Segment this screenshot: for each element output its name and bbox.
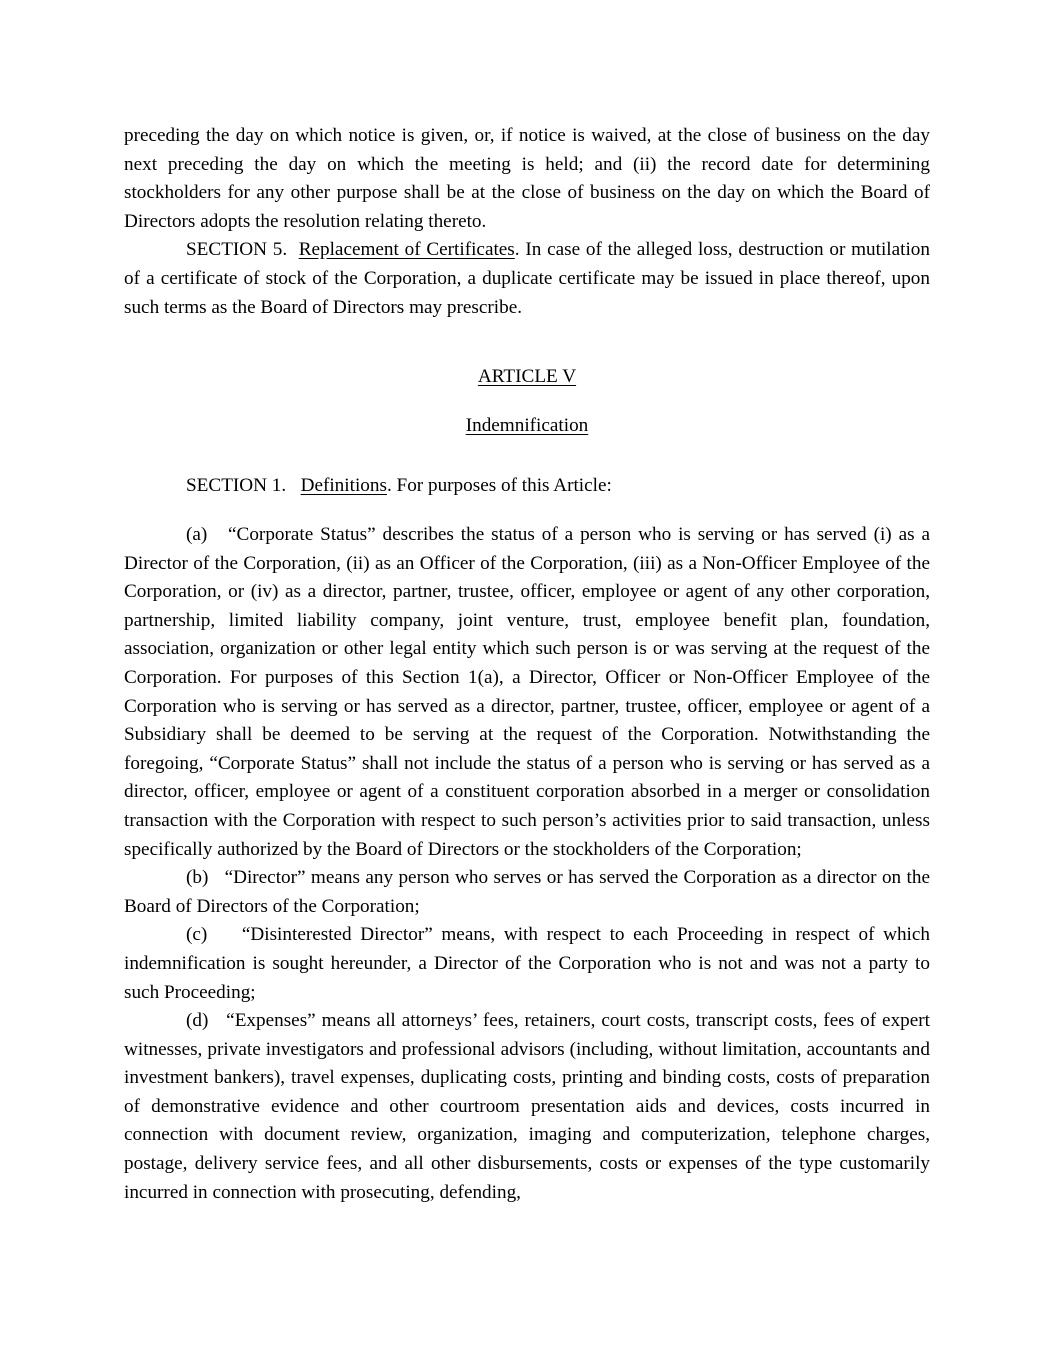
continuation-paragraph: preceding the day on which notice is given, or, if notice is waived, at the close of business on the day next preceding the day on which the meeting is held; and (ii) the record date for determining stockholders for any other purpose shall be at the close of business on the day on which the Board of Directors adopts the resolution relating thereto. [124,125,930,232]
definitions-block [124,521,935,1207]
section-5-paragraph [124,236,930,322]
section-5-label: SECTION 5. [186,239,288,261]
definition-b: (b) “Director” means any person who serves or has served the Corporation as a director on the Board of Directors of the Corporation; [124,867,935,917]
article-subheading-text: Indemnification [465,415,589,436]
section-1-title: Definitions [300,475,387,496]
section-5-title: Replacement of Certificates [298,239,515,261]
section-1-text: . For purposes of this Article: [386,475,612,496]
definition-c: (c) “Disinterested Director” means, with respect to each Proceeding in respect of which indemnification is sought hereunder, a Director of the Corporation who is not and was not a party to such Proceeding; [124,924,935,1003]
definition-d: (d) “Expenses” means all attorneys’ fees, retainers, court costs, transcript costs, fees of expert witnesses, private investigators and professional advisors (including, without limitation, accountants and investment bankers), travel expenses, duplicating costs, printing and binding costs, costs of preparation of demonstrative evidence and other courtroom presentation aids and devices, costs incurred in connection with document review, organization, imaging and computerization, telephone charges, postage, delivery service fees, and all other disbursements, costs or expenses of the type customarily incurred in connection with prosecuting, defending, [124,1010,935,1203]
article-heading [124,363,930,392]
article-heading-text: ARTICLE V [477,366,577,387]
section-1-block [124,472,930,501]
article-subheading [124,412,930,441]
section-1-label: SECTION 1. [186,475,287,496]
section-1-paragraph [124,472,930,501]
section-5-text: . In case of the alleged loss, destruction or mutilation of a certificate of stock of the Corporation, a duplicate certificate may be issued in place thereof, upon such terms as the Board of Directors may prescribe. [124,239,930,318]
definition-a: (a) “Corporate Status” describes the status of a person who is serving or has served (i) as a Director of the Corporation, (ii) as an Officer of the Corporation, (iii) as a Non-Officer Employee of the Corporation, or (iv) as a director, partner, trustee, officer, employee or agent of any other corporation, partnership, limited liability company, joint venture, trust, employee benefit plan, foundation, association, organization or other legal entity which such person is or was serving at the request of the Corporation. For purposes of this Section 1(a), a Director, Officer or Non-Officer Employee of the Corporation who is serving or has served as a director, partner, trustee, officer, employee or agent of a Subsidiary shall be deemed to be serving at the request of the Corporation. Notwithstanding the foregoing, “Corporate Status” shall not include the status of a person who is serving or has served as a director, officer, employee or agent of a constituent corporation absorbed in a merger or consolidation transaction with the Corporation with respect to such person’s activities prior to said transaction, unless specifically authorized by the Board of Directors or the stockholders of the Corporation; [124,524,935,860]
top-text-block [124,122,930,322]
